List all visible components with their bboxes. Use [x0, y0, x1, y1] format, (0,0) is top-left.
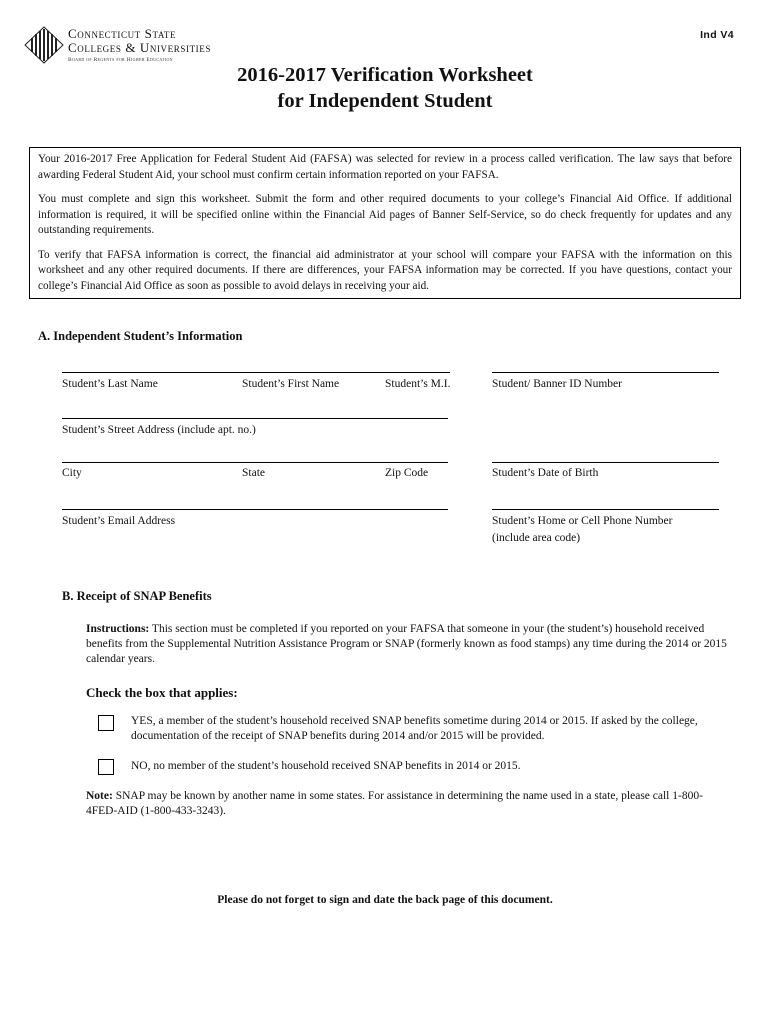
note-text: SNAP may be known by another name in some states. For assistance in determining the name used in a state, please call 1-800-4FED-AID (1-800-433-3243). [86, 790, 703, 817]
street-address-entry-line[interactable] [62, 418, 448, 419]
city-state-zip-entry-line[interactable] [62, 462, 448, 463]
note-label: Note: [86, 790, 113, 802]
intro-paragraph-2: You must complete and sign this worksheet. Submit the form and other required documents to your college’s Financial Aid Office. If additional information is required, it will be specified online within the Financial Aid pages of Banner Self-Service, so do check frequently for updates and any outstanding requirements. [38, 193, 732, 236]
check-box-heading: Check the box that applies: [86, 685, 238, 700]
dob-entry-line[interactable] [492, 462, 719, 463]
state-label: State [242, 467, 265, 479]
last-name-label: Student’s Last Name [62, 378, 158, 390]
first-name-label: Student’s First Name [242, 378, 340, 390]
intro-paragraph-3: To verify that FAFSA information is correct, the financial aid administrator at your school will compare your FAFSA with the information on this worksheet and any other required documents. If there are differences, your FAFSA information may be corrected. If you have questions, contact your college’s Financial Aid Office as soon as possible to avoid delays in receiving your aid. [38, 248, 732, 292]
logo-text-line2: Colleges & Universities [68, 40, 211, 55]
zip-label: Zip Code [385, 467, 429, 479]
snap-yes-checkbox[interactable] [98, 715, 114, 731]
snap-no-checkbox[interactable] [98, 759, 114, 775]
banner-id-label: Student/ Banner ID Number [492, 378, 622, 390]
snap-no-label: NO, no member of the student’s household received SNAP benefits in 2014 or 2015. [131, 760, 521, 772]
phone-entry-line[interactable] [492, 509, 719, 510]
page-title [0, 62, 770, 114]
logo-text-line3: Board of Regents for Higher Education [68, 57, 173, 63]
title-line2: for Independent Student [277, 90, 493, 112]
intro-paragraph-1: Your 2016-2017 Free Application for Federal Student Aid (FAFSA) was selected for review in a process called verification. The law says that before awarding Federal Student Aid, your school must confirm certain information reported on your FAFSA. [38, 153, 732, 181]
banner-id-entry-line[interactable] [492, 372, 719, 373]
csu-logo-icon [24, 26, 64, 64]
title-line1: 2016-2017 Verification Worksheet [237, 64, 533, 86]
logo-text-line1: Connecticut State [68, 26, 177, 41]
snap-yes-label: YES, a member of the student’s household received SNAP benefits sometime during 2014 or 2015. If asked by the college, documentation of the receipt of SNAP benefits during 2014 and/or 2015 will be provided. [131, 715, 698, 742]
phone-label: Student’s Home or Cell Phone Number [492, 515, 673, 527]
instructions-label: Instructions: [86, 623, 150, 635]
mi-label: Student’s M.I. [385, 378, 451, 390]
email-label: Student’s Email Address [62, 515, 176, 527]
name-entry-line[interactable] [62, 372, 450, 373]
phone-label-area-code: (include area code) [492, 532, 581, 544]
instructions-paragraph [86, 622, 740, 667]
city-label: City [62, 467, 82, 479]
intro-box [29, 147, 741, 299]
dob-label: Student’s Date of Birth [492, 467, 599, 479]
section-b-heading: B. Receipt of SNAP Benefits [62, 589, 212, 603]
form-code: Ind V4 [700, 29, 734, 41]
email-entry-line[interactable] [62, 509, 448, 510]
street-address-label: Student’s Street Address (include apt. no.) [62, 424, 256, 436]
section-a-heading: A. Independent Student’s Information [38, 329, 243, 343]
note-paragraph [86, 789, 734, 819]
instructions-text: This section must be completed if you reported on your FAFSA that someone in your (the student’s) household received benefits from the Supplemental Nutrition Assistance Program or SNAP (formerly known as food stamps) any time during the 2014 or 2015 calendar years. [86, 623, 727, 665]
sign-reminder: Please do not forget to sign and date the back page of this document. [217, 894, 553, 906]
